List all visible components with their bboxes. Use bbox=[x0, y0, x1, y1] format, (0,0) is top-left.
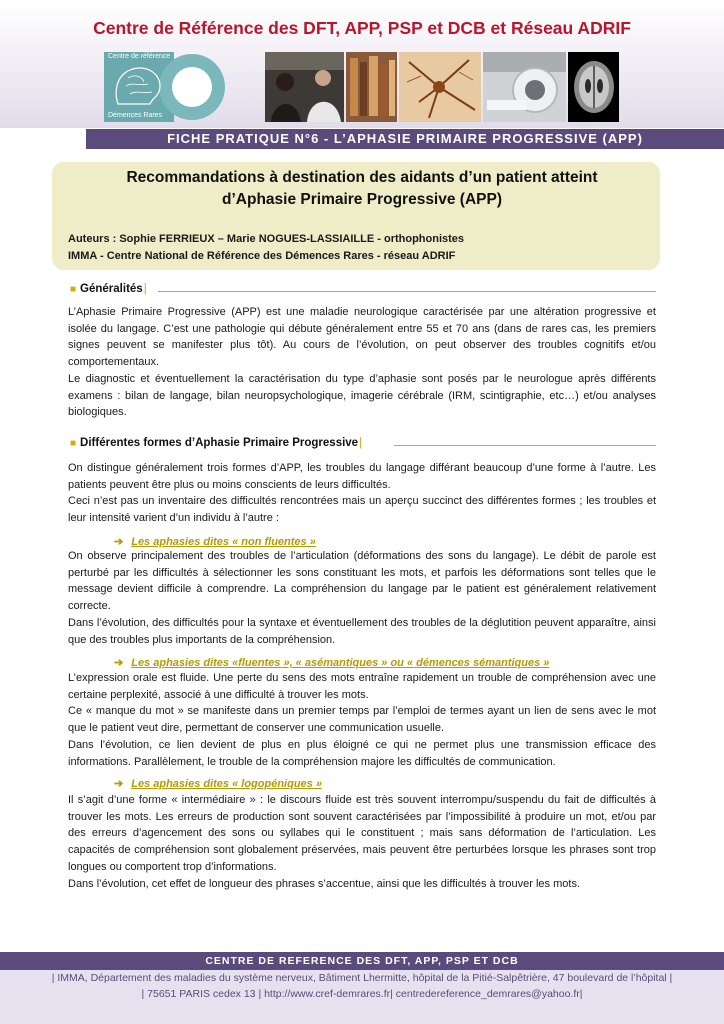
page-title: Centre de Référence des DFT, APP, PSP et DCB et Réseau ADRIF bbox=[93, 18, 631, 38]
consultation-photo bbox=[265, 52, 344, 122]
institution-line: IMMA - Centre National de Référence des Démences Rares - réseau ADRIF bbox=[68, 250, 456, 262]
paragraph: Dans l’évolution, cet effet de longueur des phrases s’accentue, ainsi que les difficultés à trouver les mots. bbox=[68, 877, 580, 890]
paragraph: L’expression orale est fluide. Une perte du sens des mots entraîne rapidement un trouble de compréhension avec une certaine perplexité, associé à une difficulté à trouver les mots. bbox=[68, 672, 656, 701]
document-title-line-1: Recommandations à destination des aidants d’un patient atteint bbox=[126, 169, 598, 186]
subsection-label: Les aphasies dites « non fluentes » bbox=[131, 536, 316, 548]
brain-mri-photo bbox=[568, 52, 619, 122]
neurons-photo bbox=[399, 52, 480, 122]
paragraph: L’Aphasie Primaire Progressive (APP) est une maladie neurologique caractérisée par une altération progressive et isolée du langage. C’est une pathologie qui débute généralement entre 55 et 70 ans (dans de rares cas, les premiers signes peuvent se manifester plus tôt). Au cours de l’évolution, on peut observer des troubles cognitifs et/ou comportementaux. bbox=[68, 306, 656, 369]
document-title bbox=[60, 167, 664, 211]
subsection-logopeniques bbox=[114, 777, 322, 790]
arrow-right-icon: ➔ bbox=[114, 536, 124, 548]
fluentes-text bbox=[68, 670, 656, 770]
paragraph: Le diagnostic et éventuellement la caractérisation du type d’aphasie sont posés par le neurologue après différents examens : bilan de langage, bilan neuropsychologique, imagerie cérébrale (IRM, scintigraphie, etc…) et/ou analyses biologiques. bbox=[68, 372, 656, 419]
arrow-right-icon: ➔ bbox=[114, 778, 124, 790]
square-bullet-icon: ■ bbox=[70, 283, 77, 295]
subsection-label: Les aphasies dites « logopéniques » bbox=[131, 778, 322, 790]
document-title-line-2: d’Aphasie Primaire Progressive (APP) bbox=[222, 191, 502, 208]
books-photo bbox=[346, 52, 397, 122]
section-heading-generalites bbox=[70, 283, 147, 295]
footer-address-line-2: | 75651 PARIS cedex 13 | http://www.cref-demrares.fr| centredereference_demrares@yahoo.fr| bbox=[141, 988, 583, 1000]
section-rule bbox=[158, 291, 656, 292]
subsection-fluentes bbox=[114, 656, 549, 669]
paragraph: Ce « manque du mot » se manifeste dans un premier temps par l’emploi de termes ayant un lien de sens avec le mot que le patient veut dire, permettant de conserver une communication usuelle. bbox=[68, 705, 656, 735]
paragraph: On distingue généralement trois formes d’APP, les troubles du langage différant beaucoup d’une forme à l’autre. Les patients peuvent être plus ou moins conscients de leurs difficultés. bbox=[68, 462, 656, 491]
paragraph: On observe principalement des troubles de l’articulation (déformations des sons du langage). Le débit de parole est perturbé par les difficultés à sélectionner les sons constituant les mots, et parfois les déformations sont telles que le message devient difficile à comprendre. La compréhension du langage par le patient est généralement relativement correcte. bbox=[68, 550, 656, 613]
footer-address bbox=[0, 970, 724, 1024]
footer-title-bar: CENTRE DE REFERENCE DES DFT, APP, PSP ET DCB bbox=[0, 952, 724, 970]
square-bullet-icon: ■ bbox=[70, 437, 77, 449]
formes-text bbox=[68, 460, 656, 527]
logopeniques-text bbox=[68, 792, 656, 892]
subsection-non-fluentes bbox=[114, 535, 316, 548]
section-heading-label: Généralités bbox=[80, 283, 143, 295]
non-fluentes-text bbox=[68, 548, 656, 648]
scanner-photo bbox=[483, 52, 566, 122]
authors-block bbox=[68, 231, 658, 265]
paragraph: Dans l’évolution, des difficultés pour la syntaxe et éventuellement des troubles de la déglutition peuvent apparaître, ainsi que des troubles plus importants de la compréhension. bbox=[68, 616, 656, 646]
section-heading-formes bbox=[70, 437, 362, 449]
paragraph: Ceci n’est pas un inventaire des difficultés rencontrées mais un aperçu succinct des différentes formes ; les troubles et leur intensité varient d’un individu à l’autre : bbox=[68, 495, 656, 525]
heading-bar-icon: | bbox=[143, 283, 147, 295]
fiche-title-bar: FICHE PRATIQUE N°6 - L’APHASIE PRIMAIRE PROGRESSIVE (APP) bbox=[86, 129, 724, 149]
header-photo-strip bbox=[265, 52, 619, 122]
arrow-right-icon: ➔ bbox=[114, 657, 124, 669]
paragraph: Il s’agit d’une forme « intermédiaire » : le discours fluide est très souvent interrompu/suspendu du fait de difficultés à trouver les mots. Les erreurs de production sont souvent caractérisées par l’impossibilité à produire un mot, et/ou par des erreurs d’agencement des sons ou syllabes qui le constituent ; mais sans déformation de l’articulation. Les capacités de compréhension sont globalement préservées, mais peuvent être perturbées lorsque les phrases sont trop longues ou comportent trop d’informations. bbox=[68, 794, 656, 873]
section-heading-label: Différentes formes d’Aphasie Primaire Progressive bbox=[80, 437, 359, 449]
logo-label-top: Centre de référence bbox=[108, 53, 171, 60]
footer-address-line-1: | IMMA, Département des maladies du système nerveux, Bâtiment Lhermitte, hôpital de la Pitié-Salpêtrière, 47 boulevard de l’hôpital | bbox=[51, 972, 673, 984]
section-rule bbox=[394, 445, 656, 446]
authors-line: Auteurs : Sophie FERRIEUX – Marie NOGUES-LASSIAILLE - orthophonistes bbox=[68, 233, 465, 245]
logo-label-bottom: Démences Rares bbox=[108, 112, 163, 119]
heading-bar-icon: | bbox=[359, 437, 363, 449]
centre-logo bbox=[104, 52, 226, 122]
paragraph: Dans l’évolution, ce lien devient de plus en plus éloigné ce qui ne permet plus une transmission efficace des informations. Parallèlement, le trouble de la compréhension majore les difficultés de communication. bbox=[68, 738, 656, 768]
subsection-label: Les aphasies dites «fluentes », « asémantiques » ou « démences sémantiques » bbox=[131, 657, 550, 669]
generalites-text bbox=[68, 304, 656, 421]
